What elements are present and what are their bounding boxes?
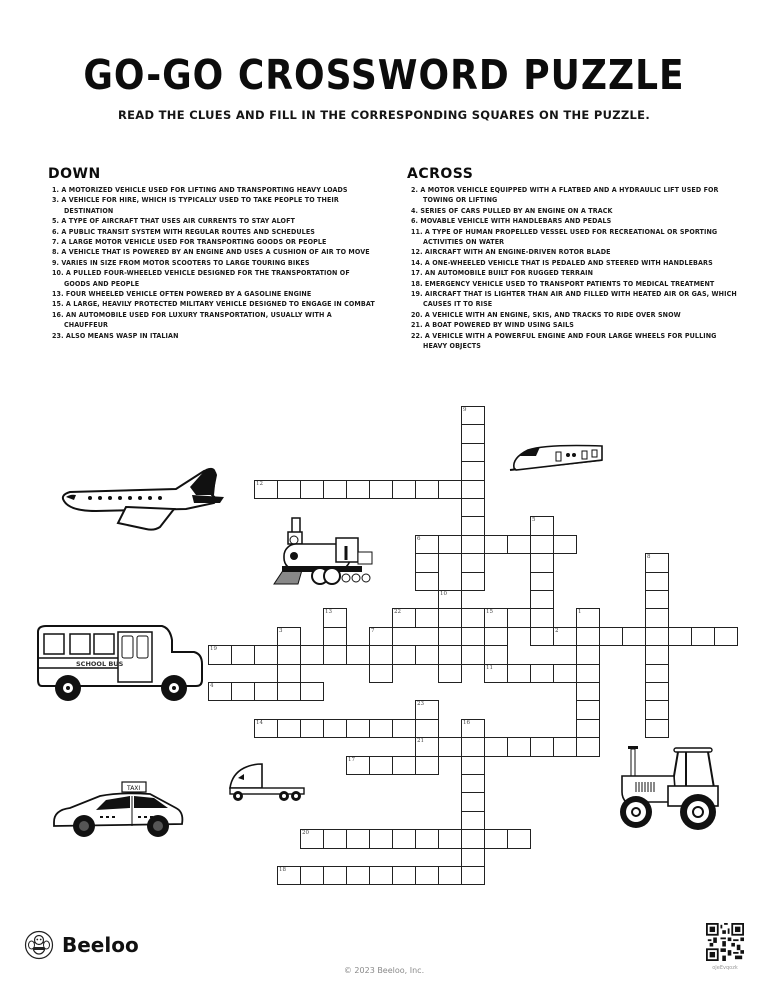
down-clue: 10. A PULLED FOUR-WHEELED VEHICLE DESIGNED FOR THE TRANSPORTATION OF GOODS AND PEOPLE — [52, 268, 350, 288]
crossword-cell[interactable] — [645, 645, 669, 664]
crossword-cell[interactable] — [461, 737, 485, 756]
crossword-cell[interactable] — [461, 645, 485, 664]
crossword-cell[interactable] — [415, 700, 439, 719]
clue-number: 16 — [463, 719, 470, 726]
crossword-cell[interactable] — [645, 553, 669, 572]
crossword-cell[interactable] — [530, 608, 554, 627]
crossword-cell[interactable] — [254, 682, 278, 701]
crossword-cell[interactable] — [530, 553, 554, 572]
crossword-cell[interactable] — [415, 866, 439, 885]
crossword-cell[interactable] — [530, 516, 554, 535]
crossword-cell[interactable] — [300, 866, 324, 885]
page-title: GO-GO CROSSWORD PUZZLE — [83, 52, 685, 100]
crossword-cell[interactable] — [668, 627, 692, 646]
crossword-cell[interactable] — [461, 535, 485, 554]
across-heading: ACROSS — [407, 166, 474, 182]
crossword-cell[interactable] — [323, 719, 347, 738]
crossword-cell[interactable] — [691, 627, 715, 646]
instructions: READ THE CLUES AND FILL IN THE CORRESPONDING SQUARES ON THE PUZZLE. — [118, 108, 650, 122]
crossword-cell[interactable] — [300, 829, 324, 848]
crossword-cell[interactable] — [553, 664, 577, 683]
crossword-cell[interactable] — [346, 756, 370, 775]
crossword-cell[interactable] — [392, 480, 416, 499]
crossword-cell[interactable] — [415, 719, 439, 738]
crossword-cell[interactable] — [461, 443, 485, 462]
crossword-cell[interactable] — [461, 498, 485, 517]
crossword-cell[interactable] — [277, 480, 301, 499]
crossword-cell[interactable] — [576, 737, 600, 756]
across-clue: 14. A ONE-WHEELED VEHICLE THAT IS PEDALED AND STEERED WITH HANDLEBARS — [411, 257, 713, 267]
crossword-cell[interactable] — [438, 590, 462, 609]
crossword-cell[interactable] — [392, 645, 416, 664]
crossword-cell[interactable] — [438, 535, 462, 554]
crossword-cell[interactable] — [231, 682, 255, 701]
crossword-cell[interactable] — [576, 682, 600, 701]
crossword-cell[interactable] — [438, 608, 462, 627]
airplane-icon — [56, 465, 224, 533]
crossword-cell[interactable] — [369, 756, 393, 775]
crossword-cell[interactable] — [530, 590, 554, 609]
clue-number: 2 — [555, 627, 559, 634]
across-clue: 6. MOVABLE VEHICLE WITH HANDLEBARS AND PEDALS — [411, 216, 612, 226]
crossword-cell[interactable] — [576, 608, 600, 627]
qr-code-label: oJeEvqozk — [712, 965, 738, 971]
crossword-cell[interactable] — [507, 535, 531, 554]
crossword-cell[interactable] — [323, 480, 347, 499]
crossword-cell[interactable] — [415, 829, 439, 848]
crossword-cell[interactable] — [415, 480, 439, 499]
crossword-cell[interactable] — [461, 461, 485, 480]
clue-number: 18 — [279, 867, 286, 873]
clue-number: 20 — [302, 830, 309, 837]
across-clue: 19. AIRCRAFT THAT IS LIGHTER THAN AIR AND FILLED WITH HEATED AIR OR GAS, WHICH CAUSES IT TO RISE — [411, 289, 737, 309]
crossword-cell[interactable] — [484, 829, 508, 848]
steam-locomotive-icon — [272, 516, 376, 588]
crossword-cell[interactable] — [346, 480, 370, 499]
brand-name: Beeloo — [62, 933, 139, 957]
crossword-cell[interactable] — [461, 516, 485, 535]
crossword-cell[interactable] — [415, 553, 439, 572]
clue-number: 11 — [486, 664, 493, 671]
crossword-cell[interactable] — [415, 608, 439, 627]
crossword-cell[interactable] — [484, 645, 508, 664]
clue-number: 7 — [371, 627, 375, 634]
crossword-cell[interactable] — [346, 829, 370, 848]
down-clue: 5. A TYPE OF AIRCRAFT THAT USES AIR CURRENTS TO STAY ALOFT — [52, 216, 295, 226]
crossword-cell[interactable] — [461, 608, 485, 627]
crossword-cell[interactable] — [530, 737, 554, 756]
down-clue: 9. VARIES IN SIZE FROM MOTOR SCOOTERS TO LARGE TOURING BIKES — [52, 257, 310, 267]
crossword-cell[interactable] — [484, 627, 508, 646]
clue-number: 3 — [279, 627, 283, 634]
crossword-cell[interactable] — [507, 737, 531, 756]
crossword-cell[interactable] — [484, 608, 508, 627]
clue-number: 22 — [394, 609, 401, 616]
crossword-cell[interactable] — [369, 829, 393, 848]
crossword-cell[interactable] — [714, 627, 738, 646]
qr-code-icon[interactable] — [706, 923, 744, 961]
crossword-cell[interactable] — [415, 535, 439, 554]
crossword-cell[interactable] — [484, 535, 508, 554]
down-clue: 7. A LARGE MOTOR VEHICLE USED FOR TRANSPORTING GOODS OR PEOPLE — [52, 237, 327, 247]
school-bus-icon — [34, 622, 210, 702]
crossword-cell[interactable] — [323, 627, 347, 646]
across-clue: 11. A TYPE OF HUMAN PROPELLED VESSEL USED FOR RECREATIONAL OR SPORTING ACTIVITIES ON WATER — [411, 226, 718, 247]
crossword-cell[interactable] — [254, 719, 278, 738]
clue-number: 14 — [256, 719, 263, 726]
crossword-cell[interactable] — [277, 682, 301, 701]
crossword-cell[interactable] — [461, 553, 485, 572]
crossword-cell[interactable] — [507, 829, 531, 848]
crossword-cell[interactable] — [369, 866, 393, 885]
crossword-cell[interactable] — [461, 866, 485, 885]
down-clue: 23. ALSO MEANS WASP IN ITALIAN — [52, 330, 179, 340]
crossword-cell[interactable] — [461, 774, 485, 793]
clue-number: 17 — [348, 756, 355, 763]
crossword-cell[interactable] — [553, 627, 577, 646]
crossword-cell[interactable] — [231, 645, 255, 664]
crossword-cell[interactable] — [484, 737, 508, 756]
across-clues-section — [407, 166, 737, 352]
clue-number: 6 — [417, 535, 421, 542]
down-clue: 15. A LARGE, HEAVILY PROTECTED MILITARY VEHICLE DESIGNED TO ENGAGE IN COMBAT — [52, 299, 375, 309]
crossword-cell[interactable] — [507, 664, 531, 683]
across-clue: 21. A BOAT POWERED BY WIND USING SAILS — [411, 320, 574, 330]
crossword-cell[interactable] — [369, 480, 393, 499]
crossword-cell[interactable] — [576, 664, 600, 683]
crossword-cell[interactable] — [346, 866, 370, 885]
down-heading: DOWN — [48, 166, 101, 182]
crossword-cell[interactable] — [369, 645, 393, 664]
crossword-cell[interactable] — [438, 645, 462, 664]
crossword-cell[interactable] — [553, 535, 577, 554]
crossword-cell[interactable] — [438, 737, 462, 756]
crossword-cell[interactable] — [392, 719, 416, 738]
clue-number: 13 — [325, 609, 332, 616]
crossword-cell[interactable] — [461, 811, 485, 830]
crossword-cell[interactable] — [323, 645, 347, 664]
crossword-cell[interactable] — [645, 590, 669, 609]
crossword-cell[interactable] — [323, 608, 347, 627]
crossword-cell[interactable] — [576, 645, 600, 664]
bee-icon — [24, 930, 54, 960]
crossword-cell[interactable] — [438, 664, 462, 683]
crossword-cell[interactable] — [392, 829, 416, 848]
crossword-cell[interactable] — [530, 535, 554, 554]
crossword-cell[interactable] — [208, 682, 232, 701]
crossword-cell[interactable] — [438, 866, 462, 885]
clue-number: 12 — [256, 480, 263, 487]
crossword-cell[interactable] — [277, 645, 301, 664]
crossword-cell[interactable] — [461, 719, 485, 738]
bullet-train-icon — [506, 442, 606, 478]
tractor-icon — [620, 744, 720, 834]
clue-number: 10 — [440, 591, 447, 597]
crossword-cell[interactable] — [277, 866, 301, 885]
crossword-cell[interactable] — [277, 719, 301, 738]
crossword-cell[interactable] — [576, 719, 600, 738]
across-clue: 2. A MOTOR VEHICLE EQUIPPED WITH A FLATBED AND A HYDRAULIC LIFT USED FOR TOWING OR LIFTING — [411, 185, 719, 205]
down-clue: 3. A VEHICLE FOR HIRE, WHICH IS TYPICALLY USED TO TAKE PEOPLE TO THEIR DESTINATION — [52, 195, 339, 215]
svg-text:SCHOOL BUS: SCHOOL BUS — [76, 660, 124, 668]
crossword-cell[interactable] — [323, 866, 347, 885]
crossword-cell[interactable] — [300, 645, 324, 664]
across-clue-list — [407, 185, 737, 352]
down-clues-section — [48, 166, 378, 341]
crossword-cell[interactable] — [300, 719, 324, 738]
crossword-cell[interactable] — [369, 627, 393, 646]
crossword-cell[interactable] — [392, 756, 416, 775]
crossword-cell[interactable] — [323, 829, 347, 848]
crossword-cell[interactable] — [392, 866, 416, 885]
crossword-cell[interactable] — [438, 829, 462, 848]
across-clue: 20. A VEHICLE WITH AN ENGINE, SKIS, AND TRACKS TO RIDE OVER SNOW — [411, 309, 681, 319]
crossword-cell[interactable] — [484, 664, 508, 683]
crossword-cell[interactable] — [369, 664, 393, 683]
crossword-cell[interactable] — [530, 572, 554, 591]
crossword-cell[interactable] — [369, 719, 393, 738]
taxi-icon — [50, 780, 186, 840]
clue-number: 8 — [647, 554, 651, 561]
down-clue: 16. AN AUTOMOBILE USED FOR LUXURY TRANSPORTATION, USUALLY WITH A CHAUFFEUR — [52, 309, 332, 330]
crossword-cell[interactable] — [645, 682, 669, 701]
crossword-cell[interactable] — [645, 719, 669, 738]
crossword-cell[interactable] — [461, 406, 485, 425]
crossword-cell[interactable] — [461, 480, 485, 499]
crossword-cell[interactable] — [461, 829, 485, 848]
clue-number: 4 — [210, 683, 214, 689]
crossword-cell[interactable] — [300, 480, 324, 499]
across-clue: 18. EMERGENCY VEHICLE USED TO TRANSPORT PATIENTS TO MEDICAL TREATMENT — [411, 278, 715, 288]
crossword-cell[interactable] — [576, 627, 600, 646]
clue-number: 15 — [486, 609, 493, 616]
beeloo-logo[interactable] — [24, 930, 139, 960]
down-clue: 8. A VEHICLE THAT IS POWERED BY AN ENGINE AND USES A CUSHION OF AIR TO MOVE — [52, 247, 370, 257]
clue-number: 19 — [210, 646, 217, 653]
clue-number: 23 — [417, 701, 424, 708]
clue-number: 1 — [578, 609, 582, 616]
crossword-cell[interactable] — [576, 700, 600, 719]
crossword-cell[interactable] — [507, 608, 531, 627]
crossword-cell[interactable] — [645, 700, 669, 719]
crossword-cell[interactable] — [553, 737, 577, 756]
across-clue: 22. A VEHICLE WITH A POWERFUL ENGINE AND FOUR LARGE WHEELS FOR PULLING HEAVY OBJECTS — [411, 330, 717, 351]
down-clue-list — [48, 185, 378, 341]
across-clue: 12. AIRCRAFT WITH AN ENGINE-DRIVEN ROTOR BLADE — [411, 247, 611, 257]
crossword-cell[interactable] — [461, 848, 485, 867]
svg-text:TAXI: TAXI — [127, 785, 141, 792]
crossword-cell[interactable] — [461, 424, 485, 443]
crossword-cell[interactable] — [599, 627, 623, 646]
crossword-cell[interactable] — [645, 572, 669, 591]
crossword-cell[interactable] — [530, 627, 554, 646]
crossword-cell[interactable] — [346, 645, 370, 664]
crossword-cell[interactable] — [530, 664, 554, 683]
across-clue: 4. SERIES OF CARS PULLED BY AN ENGINE ON A TRACK — [411, 205, 613, 215]
crossword-cell[interactable] — [461, 572, 485, 591]
down-clue: 13. FOUR WHEELED VEHICLE OFTEN POWERED BY A GASOLINE ENGINE — [52, 289, 312, 299]
crossword-cell[interactable] — [415, 645, 439, 664]
crossword-cell[interactable] — [346, 719, 370, 738]
crossword-cell[interactable] — [461, 756, 485, 775]
across-clue: 17. AN AUTOMOBILE BUILT FOR RUGGED TERRAIN — [411, 268, 594, 278]
crossword-cell[interactable] — [645, 627, 669, 646]
crossword-cell[interactable] — [415, 572, 439, 591]
crossword-cell[interactable] — [392, 608, 416, 627]
semi-truck-icon — [226, 760, 308, 804]
crossword-cell[interactable] — [208, 645, 232, 664]
down-clue: 6. A PUBLIC TRANSIT SYSTEM WITH REGULAR ROUTES AND SCHEDULES — [52, 226, 316, 236]
clue-number: 5 — [532, 517, 536, 524]
crossword-cell[interactable] — [415, 737, 439, 756]
crossword-cell[interactable] — [438, 480, 462, 499]
crossword-cell[interactable] — [277, 627, 301, 646]
crossword-cell[interactable] — [645, 608, 669, 627]
crossword-cell[interactable] — [461, 792, 485, 811]
crossword-cell[interactable] — [415, 756, 439, 775]
clue-number: 9 — [463, 407, 467, 413]
crossword-cell[interactable] — [645, 664, 669, 683]
crossword-cell[interactable] — [254, 480, 278, 499]
crossword-cell[interactable] — [277, 664, 301, 683]
crossword-cell[interactable] — [622, 627, 646, 646]
crossword-cell[interactable] — [438, 627, 462, 646]
clue-number: 21 — [417, 738, 424, 745]
crossword-cell[interactable] — [254, 645, 278, 664]
down-clue: 1. A MOTORIZED VEHICLE USED FOR LIFTING AND TRANSPORTING HEAVY LOADS — [52, 185, 348, 194]
crossword-cell[interactable] — [300, 682, 324, 701]
copyright: © 2023 Beeloo, Inc. — [343, 966, 425, 975]
